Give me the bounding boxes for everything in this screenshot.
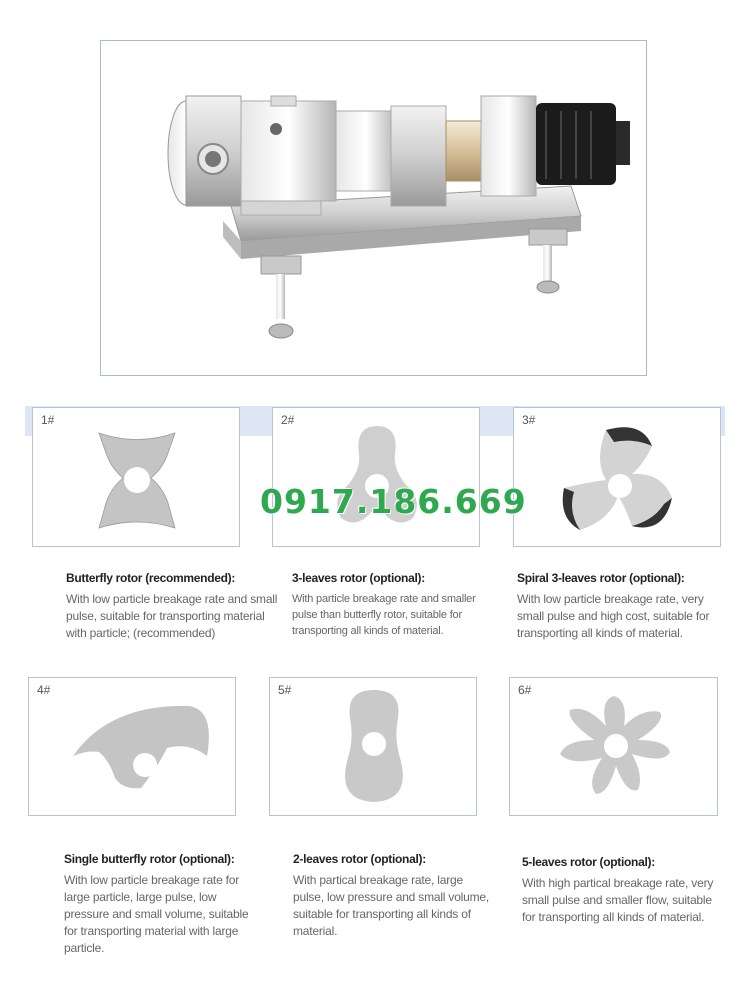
rotor-description: With low particle breakage rate, very small pulse and high cost, suitable for transporting all kinds of material. xyxy=(517,592,710,640)
rotor-description: With particle breakage rate and smaller pulse than butterfly rotor, suitable for transporting all kinds of material. xyxy=(292,593,476,637)
three-leaves-rotor-icon xyxy=(273,408,481,548)
rotor-number: 1# xyxy=(41,413,55,427)
rotor-card-2 xyxy=(272,407,480,547)
spiral-three-leaves-rotor-icon xyxy=(514,408,722,548)
rotor-caption-1 xyxy=(66,571,286,642)
phone-watermark: 0917.186.669 xyxy=(260,482,527,521)
butterfly-rotor-icon xyxy=(33,408,241,548)
rotor-title: Spiral 3-leaves rotor (optional): xyxy=(517,571,685,585)
rotor-caption-5 xyxy=(293,852,493,940)
rotor-caption-6 xyxy=(522,855,727,926)
rotor-card-4 xyxy=(28,677,236,816)
rotor-description: With low particle breakage rate for large particle, large pulse, low pressure and small volume, suitable for transporting material with large particle. xyxy=(64,873,249,955)
rotor-description: With partical breakage rate, large pulse, low pressure and small volume, suitable for transporting all kinds of material. xyxy=(293,873,490,938)
rotary-lobe-pump-image xyxy=(101,41,648,377)
rotor-number: 6# xyxy=(518,683,532,697)
product-image-frame xyxy=(100,40,647,376)
five-leaves-rotor-icon xyxy=(510,678,719,817)
rotor-caption-3 xyxy=(517,571,717,642)
rotor-number: 2# xyxy=(281,413,295,427)
single-butterfly-rotor-icon xyxy=(29,678,237,817)
rotor-number: 3# xyxy=(522,413,536,427)
two-leaves-rotor-icon xyxy=(270,678,478,817)
rotor-caption-4 xyxy=(64,852,264,957)
rotor-card-1 xyxy=(32,407,240,547)
rotor-description: With high partical breakage rate, very small pulse and smaller flow, suitable for transporting all kinds of material. xyxy=(522,876,714,924)
rotor-title: 3-leaves rotor (optional): xyxy=(292,571,425,585)
rotor-card-6 xyxy=(509,677,718,816)
rotor-title: 2-leaves rotor (optional): xyxy=(293,852,426,866)
rotor-title: 5-leaves rotor (optional): xyxy=(522,855,655,869)
rotor-card-3 xyxy=(513,407,721,547)
rotor-title: Single butterfly rotor (optional): xyxy=(64,852,235,866)
rotor-title: Butterfly rotor (recommended): xyxy=(66,571,236,585)
rotor-number: 5# xyxy=(278,683,292,697)
rotor-caption-2 xyxy=(292,571,492,639)
rotor-card-5 xyxy=(269,677,477,816)
rotor-description: With low particle breakage rate and small pulse, suitable for transporting material with particle; (recommended) xyxy=(66,592,278,640)
rotor-number: 4# xyxy=(37,683,51,697)
